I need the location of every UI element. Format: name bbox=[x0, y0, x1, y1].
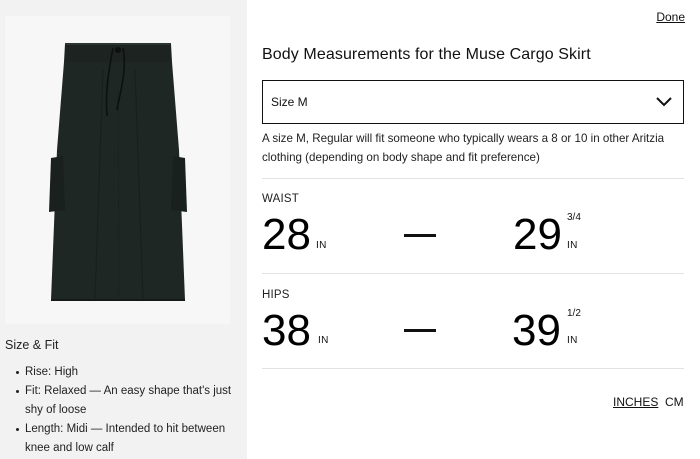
waist-range-dash bbox=[404, 234, 436, 237]
waist-min-value: 28 bbox=[262, 210, 311, 259]
waist-label: WAIST bbox=[262, 193, 299, 205]
unit-cm-toggle[interactable]: CM bbox=[665, 395, 684, 409]
fit-list bbox=[16, 363, 240, 458]
divider bbox=[262, 273, 684, 274]
hips-max-unit: IN bbox=[567, 335, 578, 346]
product-panel bbox=[0, 0, 247, 459]
hips-max-fraction: 1/2 bbox=[567, 308, 581, 319]
unit-inches-toggle[interactable]: INCHES bbox=[613, 395, 659, 409]
size-select-value: Size M bbox=[271, 95, 308, 109]
done-button[interactable]: Done bbox=[656, 10, 685, 24]
fit-item-rise: Rise: High bbox=[16, 363, 240, 382]
divider bbox=[262, 368, 684, 369]
hips-label: HIPS bbox=[262, 289, 290, 301]
waist-min-unit: IN bbox=[316, 240, 327, 251]
modal-title: Body Measurements for the Muse Cargo Skirt bbox=[262, 46, 591, 63]
hips-min-value: 38 bbox=[262, 306, 311, 355]
waist-max-unit: IN bbox=[567, 240, 578, 251]
skirt-image bbox=[43, 30, 193, 310]
size-select[interactable] bbox=[262, 80, 684, 124]
hips-min-unit: IN bbox=[318, 335, 329, 346]
chevron-down-icon bbox=[655, 96, 673, 108]
product-image bbox=[5, 16, 230, 324]
size-fit-heading: Size & Fit bbox=[5, 338, 59, 352]
fit-item-length: Length: Midi — Intended to hit between knee and low calf bbox=[16, 420, 240, 458]
hips-range-dash bbox=[404, 329, 436, 332]
waist-max-fraction: 3/4 bbox=[567, 212, 581, 223]
waist-max-value: 29 bbox=[513, 210, 562, 259]
size-description: A size M, Regular will fit someone who typically wears a 8 or 10 in other Aritzia clothing (depending on body shape and fit preference) bbox=[262, 132, 665, 164]
divider bbox=[262, 178, 684, 179]
hips-max-value: 39 bbox=[512, 306, 561, 355]
fit-item-fit: Fit: Relaxed — An easy shape that's just shy of loose bbox=[16, 382, 240, 420]
